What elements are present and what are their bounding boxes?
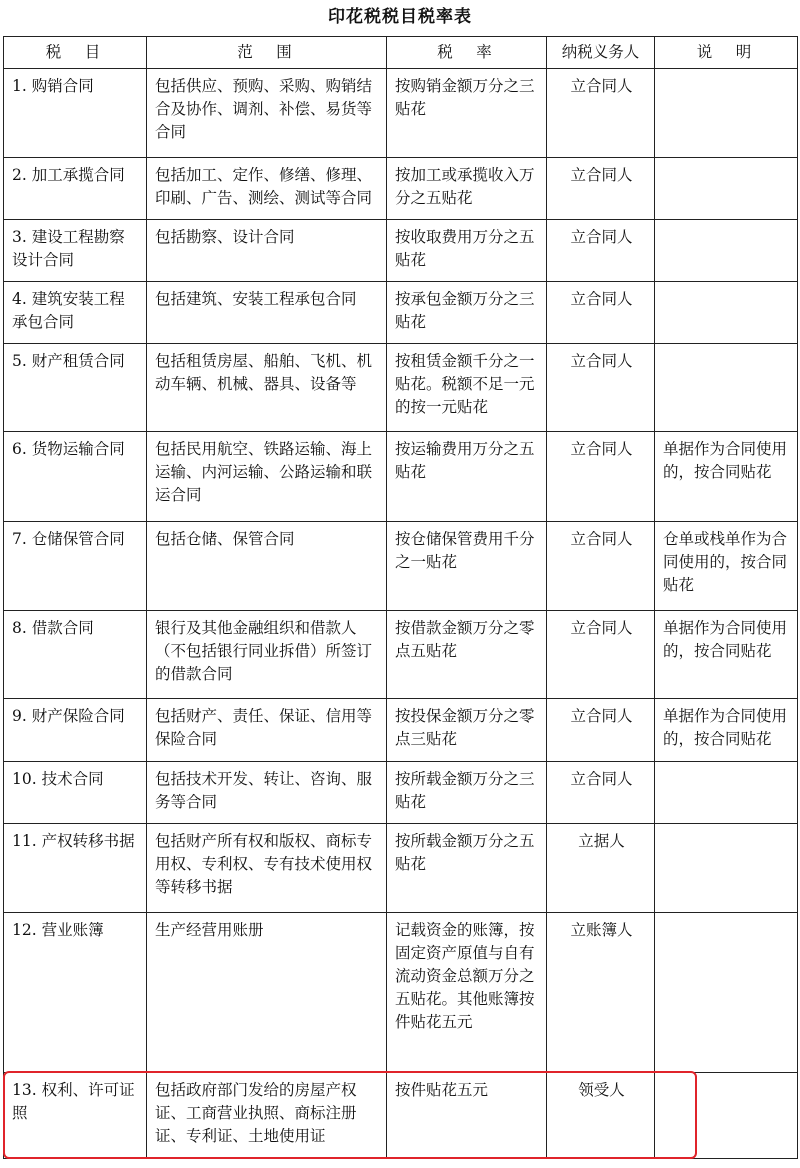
cell-item: 3. 建设工程勘察设计合同: [4, 220, 147, 282]
cell-rate: 按投保金额万分之零点三贴花: [387, 699, 547, 762]
cell-scope: 包括政府部门发给的房屋产权证、工商营业执照、商标注册证、专利证、土地使用证: [147, 1073, 387, 1159]
cell-rate: 按件贴花五元: [387, 1073, 547, 1159]
cell-rate: 按所载金额万分之五贴花: [387, 824, 547, 913]
cell-scope: 银行及其他金融组织和借款人（不包括银行同业拆借）所签订的借款合同: [147, 611, 387, 699]
table-row: [4, 824, 798, 913]
cell-payer: 立合同人: [547, 699, 655, 762]
cell-payer: 立合同人: [547, 220, 655, 282]
cell-item: 7. 仓储保管合同: [4, 522, 147, 611]
table-row: [4, 158, 798, 220]
cell-item: 11. 产权转移书据: [4, 824, 147, 913]
cell-note: [655, 1073, 798, 1159]
table-row: [4, 220, 798, 282]
table-row: [4, 344, 798, 432]
cell-item: 1. 购销合同: [4, 69, 147, 158]
cell-scope: 生产经营用账册: [147, 913, 387, 1073]
cell-note: 单据作为合同使用的，按合同贴花: [655, 611, 798, 699]
table-row: [4, 522, 798, 611]
cell-payer: 立合同人: [547, 522, 655, 611]
cell-item: 13. 权利、许可证照: [4, 1073, 147, 1159]
cell-rate: 按购销金额万分之三贴花: [387, 69, 547, 158]
cell-payer: 立合同人: [547, 158, 655, 220]
cell-scope: 包括租赁房屋、船舶、飞机、机动车辆、机械、器具、设备等: [147, 344, 387, 432]
cell-item: 10. 技术合同: [4, 762, 147, 824]
cell-note: [655, 69, 798, 158]
header-note: 说 明: [655, 37, 798, 69]
cell-payer: 领受人: [547, 1073, 655, 1159]
cell-payer: 立账簿人: [547, 913, 655, 1073]
cell-scope: 包括建筑、安装工程承包合同: [147, 282, 387, 344]
table-row: [4, 611, 798, 699]
cell-scope: 包括民用航空、铁路运输、海上运输、内河运输、公路运输和联运合同: [147, 432, 387, 522]
table-row: [4, 1073, 798, 1159]
header-payer: 纳税义务人: [547, 37, 655, 69]
cell-note: 仓单或栈单作为合同使用的，按合同贴花: [655, 522, 798, 611]
cell-rate: 按承包金额万分之三贴花: [387, 282, 547, 344]
cell-payer: 立合同人: [547, 282, 655, 344]
cell-scope: 包括财产、责任、保证、信用等保险合同: [147, 699, 387, 762]
cell-note: [655, 220, 798, 282]
cell-note: [655, 158, 798, 220]
header-scope: 范 围: [147, 37, 387, 69]
cell-scope: 包括供应、预购、采购、购销结合及协作、调剂、补偿、易货等合同: [147, 69, 387, 158]
cell-scope: 包括加工、定作、修缮、修理、印刷、广告、测绘、测试等合同: [147, 158, 387, 220]
cell-note: 单据作为合同使用的，按合同贴花: [655, 699, 798, 762]
cell-note: [655, 824, 798, 913]
cell-item: 4. 建筑安装工程承包合同: [4, 282, 147, 344]
cell-item: 5. 财产租赁合同: [4, 344, 147, 432]
cell-item: 2. 加工承揽合同: [4, 158, 147, 220]
cell-payer: 立合同人: [547, 69, 655, 158]
table-row: [4, 699, 798, 762]
cell-rate: 按收取费用万分之五贴花: [387, 220, 547, 282]
table-row: [4, 913, 798, 1073]
cell-rate: 按借款金额万分之零点五贴花: [387, 611, 547, 699]
cell-payer: 立合同人: [547, 762, 655, 824]
table-row: [4, 762, 798, 824]
cell-rate: 按加工或承揽收入万分之五贴花: [387, 158, 547, 220]
table-row: [4, 432, 798, 522]
table-row: [4, 69, 798, 158]
cell-note: [655, 344, 798, 432]
cell-payer: 立合同人: [547, 611, 655, 699]
cell-scope: 包括仓储、保管合同: [147, 522, 387, 611]
cell-note: [655, 762, 798, 824]
cell-payer: 立合同人: [547, 344, 655, 432]
cell-rate: 按仓储保管费用千分之一贴花: [387, 522, 547, 611]
table-row: [4, 282, 798, 344]
cell-scope: 包括技术开发、转让、咨询、服务等合同: [147, 762, 387, 824]
cell-item: 8. 借款合同: [4, 611, 147, 699]
cell-scope: 包括勘察、设计合同: [147, 220, 387, 282]
cell-item: 6. 货物运输合同: [4, 432, 147, 522]
cell-rate: 按运输费用万分之五贴花: [387, 432, 547, 522]
header-rate: 税 率: [387, 37, 547, 69]
table-header-row: [4, 37, 798, 69]
cell-payer: 立据人: [547, 824, 655, 913]
header-item: 税 目: [4, 37, 147, 69]
cell-note: 单据作为合同使用的，按合同贴花: [655, 432, 798, 522]
cell-item: 12. 营业账簿: [4, 913, 147, 1073]
cell-scope: 包括财产所有权和版权、商标专用权、专利权、专有技术使用权等转移书据: [147, 824, 387, 913]
cell-note: [655, 913, 798, 1073]
tax-rate-table: [3, 36, 798, 1159]
cell-rate: 按所载金额万分之三贴花: [387, 762, 547, 824]
cell-note: [655, 282, 798, 344]
table-title: 印花税税目税率表: [328, 7, 472, 27]
cell-payer: 立合同人: [547, 432, 655, 522]
cell-rate: 记载资金的账簿，按固定资产原值与自有流动资金总额万分之五贴花。其他账簿按件贴花五元: [387, 913, 547, 1073]
cell-rate: 按租赁金额千分之一贴花。税额不足一元的按一元贴花: [387, 344, 547, 432]
cell-item: 9. 财产保险合同: [4, 699, 147, 762]
